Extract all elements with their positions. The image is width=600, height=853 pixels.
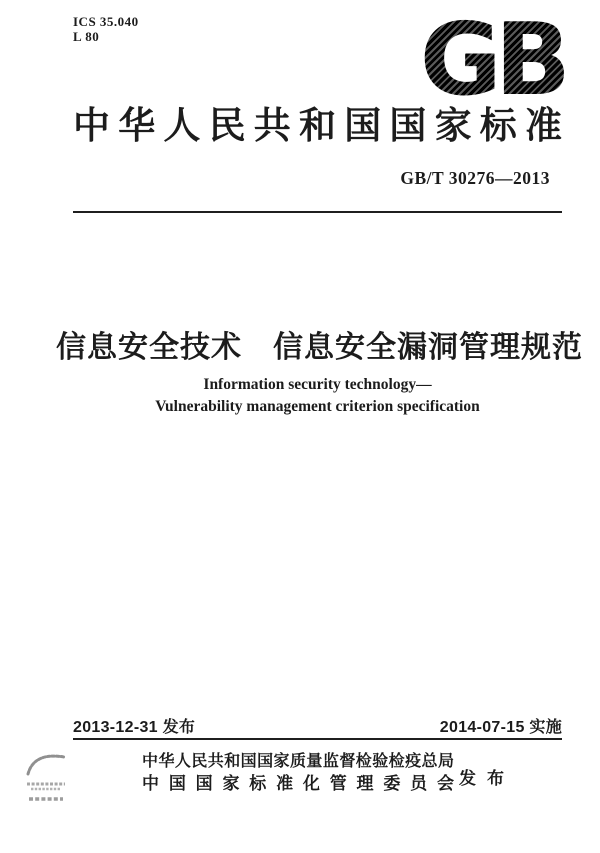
implement-date <box>440 714 562 737</box>
dates-row <box>73 714 562 737</box>
issue-date-label: 发布 <box>162 719 196 736</box>
publisher-block <box>142 751 454 795</box>
ics-block <box>73 14 139 44</box>
issue-date <box>73 714 195 737</box>
issue-date-value: 2013-12-31 <box>73 719 158 736</box>
anti-counterfeit-seal-icon <box>21 742 71 815</box>
footer-divider <box>73 738 562 740</box>
standard-title-en <box>73 374 562 418</box>
standard-title-cn: 信息安全技术 信息安全漏洞管理规范 <box>56 331 583 364</box>
publisher-line2: 中国国家标准化管理委员会 <box>142 774 454 793</box>
standard-title-en-line2: Vulnerability management criterion specification <box>155 398 480 415</box>
gb-logo-icon: GB <box>414 14 564 106</box>
doc-classification: L 80 <box>73 29 100 44</box>
page-title: 中华人民共和国国家标准 <box>73 106 562 147</box>
ics-number: ICS 35.040 <box>73 14 139 29</box>
publish-label: 发布 <box>459 769 515 788</box>
header-divider <box>73 211 562 213</box>
implement-date-label: 实施 <box>529 719 562 736</box>
publisher-line1: 中华人民共和国国家质量监督检验检疫总局 <box>142 753 454 770</box>
standard-number: GB/T 30276—2013 <box>400 168 550 188</box>
standard-title-en-line1: Information security technology— <box>203 376 432 393</box>
implement-date-value: 2014-07-15 <box>439 719 525 736</box>
